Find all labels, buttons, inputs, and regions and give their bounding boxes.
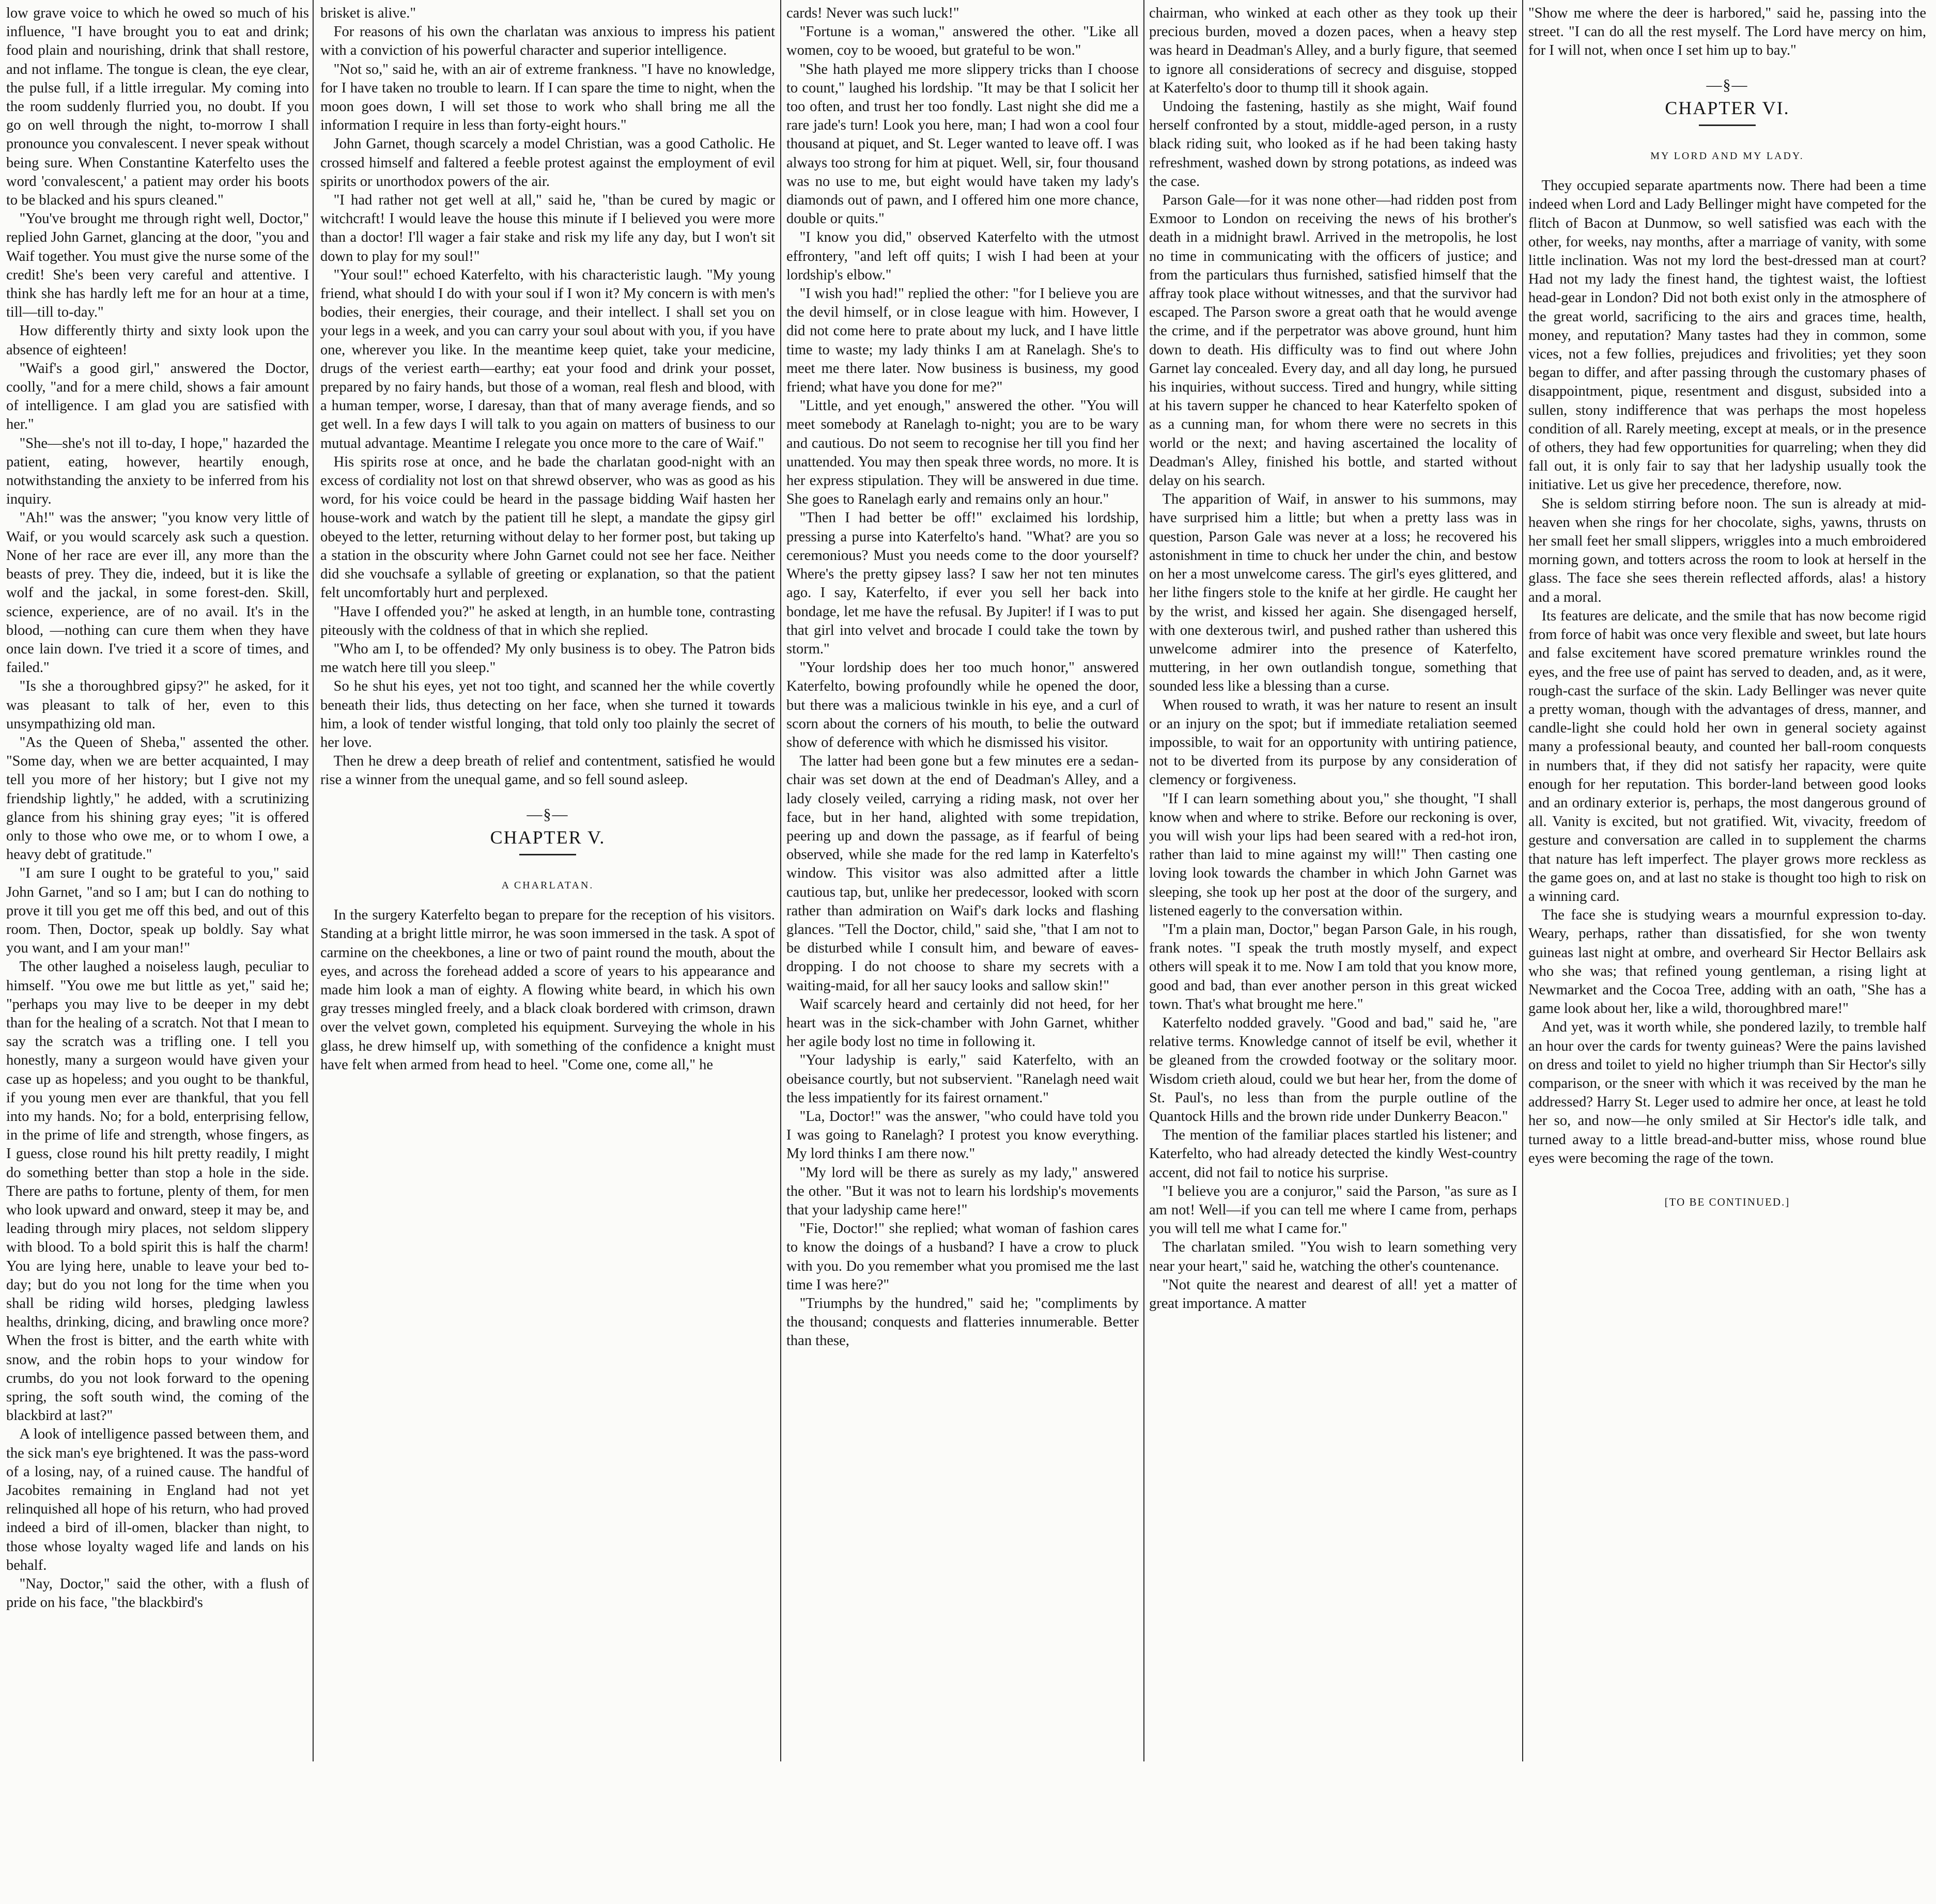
- paragraph: The charlatan smiled. "You wish to learn something very near your heart," said he, watching the other's countenance.: [1149, 1239, 1517, 1274]
- paragraph: The other laughed a noiseless laugh, peculiar to himself. "You owe me but little as yet," said he; "perhaps you may live to be deeper in my debt than for the healing of a scratch. Not that I mean to say the scratch was a trifling one. I tell you honestly, many a surgeon would have given your case up as hopeless; and you ought to be thankful, if you young men ever are thankful, that you fell into my hands. No; for a bold, enterprising fellow, in the prime of life and strength, whose fingers, as I guess, close round his hilt pretty readily, I might do something better than stop a hole in the side. There are paths to fortune, plenty of them, for men who look upward and onward, steep it may be, and leading through miry places, not seldom slippery with blood. To a bold spirit this is half the charm! You are lying here, unable to leave your bed to-day; but do you not long for the time when you shall be riding wild horses, pledging lawless healths, drinking, dicing, and brawling once more? When the frost is bitter, and the earth white with snow, and the robin hops to your window for crumbs, do you not look forward to the opening spring, the soft south wind, the coming of the blackbird at last?": [6, 959, 309, 1424]
- paragraph: "Not quite the nearest and dearest of all! yet a matter of great importance. A matter: [1149, 1276, 1517, 1312]
- section-mark: —§—: [1706, 76, 1748, 93]
- text-column-3: [786, 4, 1139, 1760]
- paragraph: "Show me where the deer is harbored," said he, passing into the street. "I can do all the rest myself. The Lord have mercy on him, for I will not, when once I set him up to bay.": [1528, 5, 1926, 59]
- paragraph: low grave voice to which he owed so much of his influence, "I have brought you to eat and drink; food plain and nourishing, drink that shall restore, and not inflame. The tongue is clean, the eye clear, the pulse full, if a little irregular. My coming into the room suddenly flurried you, no doubt. If you go on well through the night, to-morrow I shall pronounce you convalescent. I never speak without being sure. When Constantine Katerfelto uses the word 'convalescent,' a patient may order his boots to be blacked and his spurs cleaned.": [6, 5, 309, 209]
- column-rule: [780, 0, 781, 1761]
- paragraph: "I'm a plain man, Doctor," began Parson Gale, in his rough, frank notes. "I speak the truth mostly myself, and expect others will speak it to me. Now I am told that you know more, good and bad, than ever another person in this great wicked town. That's what brought me here.": [1149, 921, 1517, 1012]
- paragraph: Undoing the fastening, hastily as she might, Waif found herself confronted by a stout, middle-aged person, in a rusty black riding suit, who looked as if he had been taking hasty refreshment, washed down by strong potations, as indeed was the case.: [1149, 99, 1517, 190]
- paragraph: "Ah!" was the answer; "you know very little of Waif, or you would scarcely ask such a question. None of her race are ever ill, any more than the beasts of prey. They die, indeed, but it is like the wolf and the jackal, in some forest-den. Skill, science, experience, are of no avail. It's in the blood, —nothing can cure them when they have once lain down. I've tried it a score of times, and failed.": [6, 510, 309, 676]
- paragraph: Then he drew a deep breath of relief and contentment, satisfied he would rise a winner from the unequal game, and so fell sound asleep.: [320, 753, 775, 788]
- paragraph: "Who am I, to be offended? My only business is to obey. The Patron bids me watch here till you sleep.": [320, 641, 775, 676]
- paragraph: "Is she a thoroughbred gipsy?" he asked, for it was pleasant to talk of her, even to this unsympathizing old man.: [6, 678, 309, 732]
- paragraph: "Not so," said he, with an air of extreme frankness. "I have no knowledge, for I have taken no trouble to learn. If I can spare the time to night, when the moon goes down, I will set those to work who shall bring me all the information I require in less than forty-eight hours.": [320, 61, 775, 134]
- paragraph: "My lord will be there as surely as my lady," answered the other. "But it was not to learn his lordship's movements that your ladyship came here!": [786, 1164, 1139, 1218]
- paragraph: When roused to wrath, it was her nature to resent an insult or an injury on the spot; but if immediate retaliation seemed impossible, to wait for an opportunity with untiring patience, not to be diverted from its purpose by any consideration of clemency or forgiveness.: [1149, 697, 1517, 788]
- paragraph: "She—she's not ill to-day, I hope," hazarded the patient, eating, however, heartily enough, notwithstanding the anxiety to be inferred from his inquiry.: [6, 435, 309, 508]
- divider: [519, 854, 576, 855]
- paragraph: "Then I had better be off!" exclaimed his lordship, pressing a purse into Katerfelto's hand. "What? are you so ceremonious? Must you needs come to the door yourself? Where's the pretty gipsey lass? I saw her not ten minutes ago. I say, Katerfelto, if ever you sell her back into bondage, let me have the refusal. By Jupiter! if I was to put that girl into velvet and brocade I could take the town by storm.": [786, 510, 1139, 657]
- column-rule: [1143, 0, 1144, 1761]
- paragraph: brisket is alive.": [320, 5, 416, 21]
- paragraph: "Your lordship does her too much honor," answered Katerfelto, bowing profoundly while he opened the door, but there was a malicious twinkle in his eye, and a curl of scorn about the corners of his mouth, to belie the outward show of deference with which he dismissed his visitor.: [786, 660, 1139, 751]
- paragraph: "If I can learn something about you," she thought, "I shall know when and where to strike. Before our reckoning is over, you will wish your lips had been seared with a red-hot iron, rather than laid to mine against my will!" Then casting one loving look towards the chamber in which John Garnet was sleeping, she took up her post at the door of the surgery, and listened eagerly to the conversation within.: [1149, 790, 1517, 919]
- paragraph: She is seldom stirring before noon. The sun is already at mid-heaven when she rings for her chocolate, sighs, yawns, thrusts on her small feet her small slippers, wriggles into a much embroidered morning gown, and totters across the room to look at herself in the glass. The face she sees therein reflected affords, alas! a history and a moral.: [1528, 495, 1926, 605]
- paragraph: So he shut his eyes, yet not too tight, and scanned her the while covertly beneath their lids, thus detecting on her face, when she turned it towards him, a look of tender wistful longing, that told only too plainly the secret of her love.: [320, 678, 775, 751]
- divider: [1699, 124, 1756, 126]
- paragraph: chairman, who winked at each other as they took up their precious burden, moved a dozen paces, when a heavy step was heard in Deadman's Alley, and a burly figure, that seemed to ignore all considerations of secrecy and disguise, stopped at Katerfelto's door to thump till it shook again.: [1149, 5, 1517, 96]
- paragraph: Waif scarcely heard and certainly did not heed, for her heart was in the sick-chamber with John Garnet, whither her agile body lost no time in following it.: [786, 996, 1139, 1050]
- paragraph: Parson Gale—for it was none other—had ridden post from Exmoor to London on receiving the news of his brother's death in a midnight brawl. Arrived in the metropolis, he lost no time in communicating with the officers of justice; and from the particulars thus furnished, satisfied himself that the affray took place without witnesses, and that the survivor had escaped. The Parson swore a great oath that he would avenge the crime, and if the perpetrator was above ground, hunt him down to death. His difficulty was to find out where John Garnet lay concealed. Every day, and all day long, he pursued his inquiries, without success. Tired and hungry, while sitting at his tavern supper he chanced to hear Katerfelto spoken of as a cunning man, for whom there were no secrets in this world or the next; and having ascertained the locality of Deadman's Alley, finished his bottle, and started without delay on his search.: [1149, 192, 1517, 489]
- paragraph: For reasons of his own the charlatan was anxious to impress his patient with a conviction of his powerful character and superior intelligence.: [320, 24, 775, 59]
- paragraph: The mention of the familiar places startled his listener; and Katerfelto, who had already detected the kindly West-country accent, did not fail to notice his surprise.: [1149, 1127, 1517, 1181]
- paragraph: "As the Queen of Sheba," assented the other. "Some day, when we are better acquainted, I may tell you more of her history; but I give not my friendship lightly," he added, with a scrutinizing glance from his shining gray eyes; "it is offered only to those who owe me, or to whom I owe, a heavy debt of gratitude.": [6, 734, 309, 863]
- paragraph: cards! Never was such luck!": [786, 5, 959, 21]
- paragraph: "You've brought me through right well, Doctor," replied John Garnet, glancing at the door, "you and Waif together. You must give the nurse some of the credit! She's been very careful and attentive. I think she has hardly left me for an hour at a time, till—till to-day.": [6, 211, 309, 321]
- text-column-2: [320, 4, 775, 1760]
- to-be-continued: [TO BE CONTINUED.]: [1664, 1195, 1790, 1208]
- paragraph: "I wish you had!" replied the other: "for I believe you are the devil himself, or in close league with him. However, I did not come here to prate about my luck, and I have little time to waste; my lady thinks I am at Ranelagh. She's to meet me there later. Now business is business, my good friend; what have you done for me?": [786, 286, 1139, 396]
- column-rule: [1522, 0, 1523, 1761]
- paragraph: "Waif's a good girl," answered the Doctor, coolly, "and for a mere child, shows a fair amount of intelligence. I am glad you are satisfied with her.": [6, 360, 309, 433]
- paragraph: The face she is studying wears a mournful expression to-day. Weary, perhaps, rather than dissatisfied, for she won twenty guineas last night at ombre, and overheard Sir Hector Bellairs ask who she was; that refined young gentleman, a rising light at Newmarket and the Cocoa Tree, adding with an oath, "She has a game look about her, like a wild, thoroughbred mare!": [1528, 907, 1926, 1017]
- chapter-title: CHAPTER VI.: [1665, 97, 1790, 118]
- chapter-subtitle: MY LORD AND MY LADY.: [1650, 150, 1804, 162]
- paragraph: How differently thirty and sixty look upon the absence of eighteen!: [6, 323, 309, 358]
- paragraph: "Little, and yet enough," answered the other. "You will meet somebody at Ranelagh to-night; you are to be wary and cautious. Do not seem to recognise her till you find her unattended. You may then speak three words, no more. It is her express stipulation. They will be answered in due time. She goes to Ranelagh early and remains only an hour.": [786, 398, 1139, 508]
- paragraph: "I know you did," observed Katerfelto with the utmost effrontery, "and left off quits; I wish I had been at your lordship's elbow.": [786, 229, 1139, 283]
- paragraph: "I had rather not get well at all," said he, "than be cured by magic or witchcraft! I would leave the house this minute if I believed you were more than a doctor! I'll wager a fair stake and risk my life any day, but I won't sit down to play for my soul!": [320, 192, 775, 264]
- paragraph: "Fie, Doctor!" she replied; what woman of fashion cares to know the doings of a husband? I have a crow to pluck with you. Do you remember what you promised me the last time I was here?": [786, 1221, 1139, 1293]
- paragraph: A look of intelligence passed between them, and the sick man's eye brightened. It was the pass-word of a losing, nay, of a ruined cause. The handful of Jacobites remaining in England had not yet relinquished all hope of his return, who had proved indeed a bird of ill-omen, blacker than night, to those whose loyalty waged life and lands on his behalf.: [6, 1426, 309, 1573]
- section-mark: —§—: [526, 805, 569, 823]
- paragraph: Its features are delicate, and the smile that has now become rigid from force of habit was once very flexible and sweet, but late hours and false excitement have scored premature wrinkles round the eyes, and the free use of paint has served to deaden, and, as it were, rough-cast the surface of the skin. Lady Bellinger was never quite a pretty woman, though with the advantages of dress, manner, and candle-light she could hold her own in general society against many a professional beauty, and counted her ball-room conquests in numbers that, if they did not satisfy her rapacity, were quite enough for her reputation. This border-land between good looks and an ordinary exterior is, perhaps, the most dangerous ground of all. Vanity is excited, but not gratified. Wit, vivacity, freedom of gesture and conversation are called in to supplement the charms that nature has left imperfect. The player grows more reckless as the game goes on, and at last no stake is thought too high to risk on a winning card.: [1528, 607, 1926, 904]
- paragraph: "I believe you are a conjuror," said the Parson, "as sure as I am not! Well—if you can tell me where I came from, perhaps you will tell me what I came for.": [1149, 1183, 1517, 1237]
- paragraph: "She hath played me more slippery tricks than I choose to count," laughed his lordship. "It may be that I solicit her too often, and trust her too fondly. Last night she did me a rare jade's turn! Look you here, man; I had won a cool four thousand at piquet, and St. Leger wanted to leave off. I was always too strong for him at piquet. Well, sir, four thousand was no use to me, but eight would have taken my lady's diamonds out of pawn, and I offered him one more chance, double or quits.": [786, 61, 1139, 227]
- paragraph: "Have I offended you?" he asked at length, in an humble tone, contrasting piteously with the coldness of that in which she replied.: [320, 603, 775, 638]
- paragraph: The latter had been gone but a few minutes ere a sedan-chair was set down at the end of Deadman's Alley, and a lady closely veiled, carrying a riding mask, not over her face, but in her hand, alighted with some trepidation, peering up and down the passage, as if fearful of being observed, while she made for the red lamp in Katerfelto's window. This visitor was also admitted after a little cautious tap, but, unlike her predecessor, looked with scorn rather than admiration on Waif's dark locks and flashing glances. "Tell the Doctor, child," said she, "that I am not to be disturbed while I consult him, and beware of eaves-dropping. I do not choose to share my secrets with a waiting-maid, for all her saucy looks and sallow skin!": [786, 753, 1139, 994]
- paragraph: "Triumphs by the hundred," said he; "compliments by the thousand; conquests and flatteries innumerable. Better than these,: [786, 1296, 1139, 1349]
- paragraph: And yet, was it worth while, she pondered lazily, to tremble half an hour over the cards for twenty guineas? Were the pains lavished on dress and toilet to yield no higher triumph than Sir Hector's silly comparison, or the sneer with which it was received by the man he addressed? Harry St. Leger used to admire her once, at least he told her so, and now—he only smiled at Sir Hector's idle talk, and turned away to a little bread-and-butter miss, whose round blue eyes were becoming the rage of the town.: [1528, 1019, 1926, 1166]
- paragraph: "Nay, Doctor," said the other, with a flush of pride on his face, "the blackbird's: [6, 1576, 309, 1611]
- paragraph: "Your ladyship is early," said Katerfelto, with an obeisance courtly, but not subservient. "Ranelagh need wait the less impatiently for its fairest ornament.": [786, 1052, 1139, 1106]
- paragraph: "I am sure I ought to be grateful to you," said John Garnet, "and so I am; but I can do nothing to prove it till you get me off this bed, and out of this room. Then, Doctor, speak up boldly. Say what you want, and I am your man!": [6, 865, 309, 957]
- paragraph: They occupied separate apartments now. There had been a time indeed when Lord and Lady Bellinger might have competed for the flitch of Bacon at Dunmow, so well satisfied was each with the other, for weeks, nay months, after a marriage of vanity, with some little inclination. Was not my lord the best-dressed man at court? Had not my lady the finest hand, the tightest waist, the loftiest head-gear in London? Did not both exist only in the atmosphere of the great world, sacrificing to the airs and graces time, health, money, and reputation? Many tastes had they in common, some vices, not a few follies, prejudices and frivolities; yet they soon began to differ, and after passing through the customary phases of disappointment, pique, resentment and disgust, subsided into a sullen, stony indifference that was perhaps the most hopeless condition of all. Rarely meeting, except at meals, or in the presence of others, they had few opportunities for quarreling; when they did fall out, it is only fair to say that her ladyship usually took the initiative. Let us give her precedence, therefore, now.: [1528, 178, 1926, 493]
- paragraph: John Garnet, though scarcely a model Christian, was a good Catholic. He crossed himself and faltered a feeble protest against the employment of evil spirits or unorthodox powers of the air.: [320, 136, 775, 190]
- chapter-title: CHAPTER V.: [490, 826, 606, 848]
- text-column-4: [1149, 4, 1517, 1760]
- text-column-1: [6, 4, 309, 1760]
- paragraph: The apparition of Waif, in answer to his summons, may have surprised him a little; but when a pretty lass was in question, Parson Gale was never at a loss; he recovered his astonishment in time to chuck her under the chin, and bestow on her a most unwelcome caress. The girl's eyes glittered, and her lithe fingers stole to the knife at her girdle. He caught her by the wrist, and kissed her again. She disengaged herself, with one dexterous twirl, and pushed rather than ushered this unwelcome admirer into the presence of Katerfelto, muttering, in her own outlandish tongue, something that sounded less like a blessing than a curse.: [1149, 491, 1517, 695]
- paragraph: "Your soul!" echoed Katerfelto, with his characteristic laugh. "My young friend, what should I do with your soul if I won it? My concern is with men's bodies, their energies, their courage, and their intellect. I shall set you on your legs in a week, and you can carry your soul about with you, if you have one, wherever you like. In the meantime keep quiet, take your medicine, drugs of the veriest earth—earthy; eat your food and drink your posset, prepared by no fairy hands, but those of a woman, real flesh and blood, with a human temper, worse, I daresay, than that of many average fiends, and so get well. In a few days I will talk to you again on matters of business to our mutual advantage. Meantime I relegate you once more to the care of Waif.": [320, 267, 775, 451]
- paragraph: His spirits rose at once, and he bade the charlatan good-night with an excess of cordiality not lost on that shrewd observer, who was as good as his word, for his voice could be heard in the passage bidding Waif hasten her house-work and watch by the patient till he slept, a mandate the gipsy girl obeyed to the letter, returning without delay to her former post, but taking up a station in the obscurity where John Garnet could not see her face. Neither did she vouchsafe a syllable of greeting or explanation, so that the patient felt uncomfortably hurt and perplexed.: [320, 454, 775, 601]
- paragraph: "La, Doctor!" was the answer, "who could have told you I was going to Ranelagh? I protest you know everything. My lord thinks I am there now.": [786, 1108, 1139, 1162]
- text-column-5: [1528, 4, 1926, 1760]
- paragraph: "Fortune is a woman," answered the other. "Like all women, coy to be wooed, but grateful to be won.": [786, 24, 1139, 59]
- chapter-subtitle: A CHARLATAN.: [501, 879, 594, 891]
- paragraph: In the surgery Katerfelto began to prepare for the reception of his visitors. Standing at a bright little mirror, he was soon immersed in the task. A spot of carmine on the cheekbones, a line or two of paint round the mouth, about the eyes, and across the forehead added a score of years to his appearance and made him look a man of eighty. A flowing white beard, in which his own gray tresses mingled freely, and a black cloak bordered with crimson, drawn over the velvet gown, completed his equipment. Surveying the whole in his glass, he drew himself up, with something of the confidence a knight must have felt when armed from head to heel. "Come one, come all," he: [320, 907, 775, 1073]
- paragraph: Katerfelto nodded gravely. "Good and bad," said he, "are relative terms. Knowledge cannot of itself be evil, whether it be gleaned from the crowded footway or the solitary moor. Wisdom crieth aloud, could we but hear her, from the dome of St. Paul's, no less than from the purple outline of the Quantock Hills and the brown ride under Dunkerry Beacon.": [1149, 1015, 1517, 1125]
- column-rule: [313, 0, 314, 1761]
